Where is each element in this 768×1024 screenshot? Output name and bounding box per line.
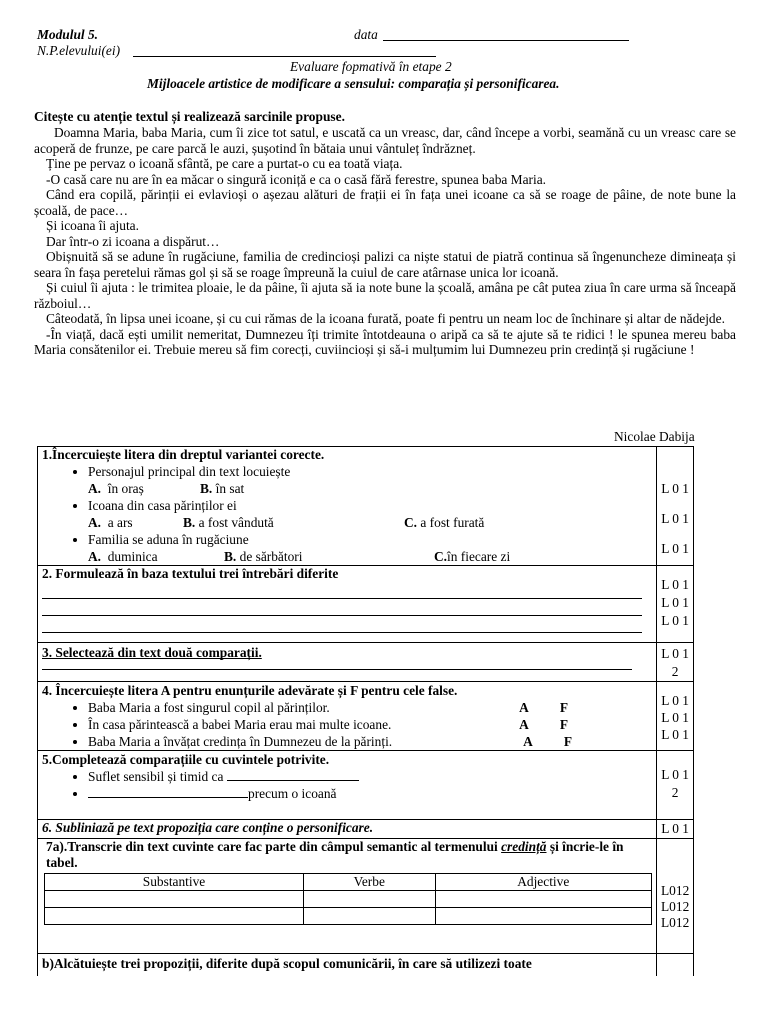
question-5 — [38, 751, 657, 820]
answer-line[interactable] — [42, 661, 632, 670]
score-label: L 0 1 — [661, 727, 690, 742]
question-2-scores — [657, 566, 694, 643]
score-label: L 0 1 — [661, 595, 690, 610]
question-1-items — [42, 463, 652, 480]
semantic-field-table — [44, 873, 652, 925]
date-line[interactable] — [383, 40, 629, 41]
text-paragraph: -O casă care nu are în ea măcar o singură iconiță e ca o casă fără ferestre, spunea baba Maria. — [46, 171, 547, 187]
text-paragraph: Obișnuită să se adune în rugăciune, familia de credincioși palizi ca niște statui de piatră continua să îngenuncheze dimineața și seara în fașa peretelui rămas gol și să se roage împreună la cuiul de care atârnase unica lor icoană. — [34, 249, 736, 280]
table-cell[interactable] — [304, 908, 435, 925]
score-label: L 0 1 — [661, 710, 690, 725]
option-b[interactable]: B. în sat — [200, 480, 245, 496]
statement-3: • Baba Maria a învățat credința în Dumnezeu de la părinți. A F — [88, 733, 652, 750]
option-c[interactable]: C. a fost furată — [404, 514, 485, 530]
score-label: L 0 1 — [661, 481, 690, 496]
text-paragraph: Câteodată, în lipsa unei icoane, și cu cui rămas de la icoana furată, poate fi pentru un neam loc de închinare și altar de nădejde. — [46, 311, 725, 326]
question-6-row — [38, 820, 694, 839]
true-option[interactable]: A — [519, 699, 529, 715]
score-label: L 0 1 — [661, 693, 690, 708]
reading-text — [34, 125, 736, 358]
score-label: L 0 1 2 — [661, 646, 690, 679]
question-1-item-3: • Familia se aduna în rugăciune — [88, 531, 652, 548]
question-7b-title: b)Alcătuiește trei propoziții, diferite după scopul comunicării, în care să utilizezi toate — [42, 956, 532, 971]
question-1-items-3 — [42, 531, 652, 548]
option-c[interactable]: C.în fiecare zi — [434, 548, 511, 564]
score-label: L 0 1 — [661, 511, 690, 526]
question-1-item-1-options — [42, 480, 652, 497]
answer-line[interactable] — [42, 582, 642, 599]
question-7a — [38, 839, 657, 954]
comparison-2-blank[interactable] — [88, 785, 248, 798]
question-1-item-2: • Icoana din casa părinților ei — [88, 497, 652, 514]
table-cell[interactable] — [45, 908, 304, 925]
question-2-row — [38, 566, 694, 643]
module-label: Modulul 5. — [37, 27, 99, 42]
statement-1: • Baba Maria a fost singurul copil al părinților. A F — [88, 699, 652, 716]
student-name-line[interactable] — [133, 56, 436, 57]
question-5-items — [42, 768, 652, 802]
comparison-2: • precum o icoană — [88, 785, 652, 802]
question-7b-score — [657, 954, 694, 977]
question-5-score — [657, 751, 694, 820]
column-header-substantive: Substantive — [45, 874, 304, 891]
question-1-title: 1.Încercuiește litera din dreptul variantei corecte. — [42, 447, 325, 462]
score-label: L 0 1 2 — [661, 767, 690, 800]
question-5-row — [38, 751, 694, 820]
question-2 — [38, 566, 657, 643]
question-5-title: 5.Completează comparațiile cu cuvintele potrivite. — [42, 752, 330, 767]
question-7b — [38, 954, 657, 977]
option-a[interactable]: A. în oraș — [88, 480, 144, 496]
reading-instruction: Citește cu atenție textul și realizează sarcinile propuse. — [34, 109, 345, 124]
question-1-item-2-options — [42, 514, 652, 531]
question-4-items — [42, 699, 652, 750]
option-a[interactable]: A. duminica — [88, 548, 158, 564]
option-a[interactable]: A. a ars — [88, 514, 133, 530]
false-option[interactable]: F — [563, 733, 573, 749]
author-name: Nicolae Dabija — [614, 429, 695, 444]
text-paragraph: Dar într-o zi icoana a dispărut… — [46, 233, 220, 249]
exercises-table — [37, 446, 694, 976]
question-1-items-2 — [42, 497, 652, 514]
text-paragraph: Când era copilă, părinții ei evlavioși o așezau alături de frații ei în fața unei icoane ca să se roage de pâine, de note bune la școală, de pace… — [34, 187, 736, 218]
question-1-scores — [657, 447, 694, 566]
question-3-row — [38, 643, 694, 682]
statement-2: • În casa părintească a babei Maria erau mai multe icoane. A F — [88, 716, 652, 733]
false-option[interactable]: F — [559, 699, 569, 715]
column-header-adjectives: Adjective — [435, 874, 651, 891]
comparison-1-blank[interactable] — [227, 768, 359, 781]
question-7b-row — [38, 954, 694, 977]
question-4-scores — [657, 682, 694, 751]
option-b[interactable]: B. de sărbători — [224, 548, 303, 564]
text-paragraph: Doamna Maria, baba Maria, cum îi zice tot satul, e uscată ca un vreasc, dar, când începe a vorbi, seamănă cu un vreasc care se acoperă de frunze, pe care parcă le auzi, șușotind în bătaia unui vântuleț îndrăzneț. — [34, 125, 736, 156]
answer-line[interactable] — [42, 599, 642, 616]
question-7a-title: 7a).Transcrie din text cuvinte care fac parte din câmpul semantic al termenului credință și încrie-le în tabel. — [46, 839, 624, 870]
score-label: L 0 1 — [661, 821, 690, 836]
option-b[interactable]: B. a fost vândută — [183, 514, 274, 530]
text-paragraph: Ține pe pervaz o icoană sfântă, pe care a purtat-o cu ea toată viața. — [46, 156, 403, 171]
question-7a-row — [38, 839, 694, 954]
question-3 — [38, 643, 657, 682]
score-label: L012 — [661, 883, 690, 898]
assessment-title: Mijloacele artistice de modificare a sensului: comparația și personificarea. — [147, 76, 560, 91]
date-label: data — [354, 27, 378, 42]
question-4-title: 4. Încercuiește litera A pentru enunțurile adevărate și F pentru cele false. — [42, 683, 458, 698]
question-4 — [38, 682, 657, 751]
table-cell[interactable] — [435, 908, 651, 925]
score-label: L 0 1 — [661, 613, 690, 628]
text-paragraph: Și icoana îi ajuta. — [46, 218, 139, 233]
true-option[interactable]: A — [519, 716, 529, 732]
question-2-title: 2. Formulează în baza textului trei întrebări diferite — [42, 566, 339, 581]
comparison-1: • Suflet sensibil și timid ca — [88, 768, 652, 785]
question-6 — [38, 820, 657, 839]
score-label: L 0 1 — [661, 577, 690, 592]
score-label: L 0 1 — [661, 541, 690, 556]
question-6-title: 6. Subliniază pe text propoziția care conține o personificare. — [42, 820, 374, 835]
question-7a-scores — [657, 839, 694, 954]
text-paragraph: -În viață, dacă ești umilit nemeritat, Dumnezeu îți trimite întotdeauna o aripă ca să te ajute să te ridici ! le spunea mereu baba Maria consătenilor ei. Trebuie mereu să fim corecți, cuviincioși și să-i mulțumim lui Dumnezeu prin credință și rugăciune ! — [34, 326, 736, 357]
question-1-row — [38, 447, 694, 566]
false-option[interactable]: F — [559, 716, 569, 732]
question-1-item-3-options — [42, 548, 652, 565]
text-paragraph: Și cuiul îi ajuta : le trimitea ploaie, le da pâine, îi ajuta să ia note bune la școală, amâna pe cât putea ziua în care urma să înceapă războiul… — [34, 280, 736, 311]
table-cell[interactable] — [45, 891, 304, 908]
question-6-score — [657, 820, 694, 839]
answer-line[interactable] — [42, 616, 642, 633]
column-header-verbs: Verbe — [304, 874, 435, 891]
question-4-row — [38, 682, 694, 751]
assessment-subtitle: Evaluare fopmativă în etape 2 — [290, 59, 452, 74]
score-label: L012 — [661, 899, 690, 914]
student-name-label: N.P.elevului(ei) — [37, 43, 121, 58]
question-3-title: 3. Selectează din text două comparații. — [42, 645, 262, 660]
score-label: L012 — [661, 915, 690, 930]
true-option[interactable]: A — [523, 733, 533, 749]
question-1 — [38, 447, 657, 566]
question-1-item-1: • Personajul principal din text locuiește — [88, 463, 652, 480]
table-cell[interactable] — [304, 891, 435, 908]
question-3-score — [657, 643, 694, 682]
table-cell[interactable] — [435, 891, 651, 908]
